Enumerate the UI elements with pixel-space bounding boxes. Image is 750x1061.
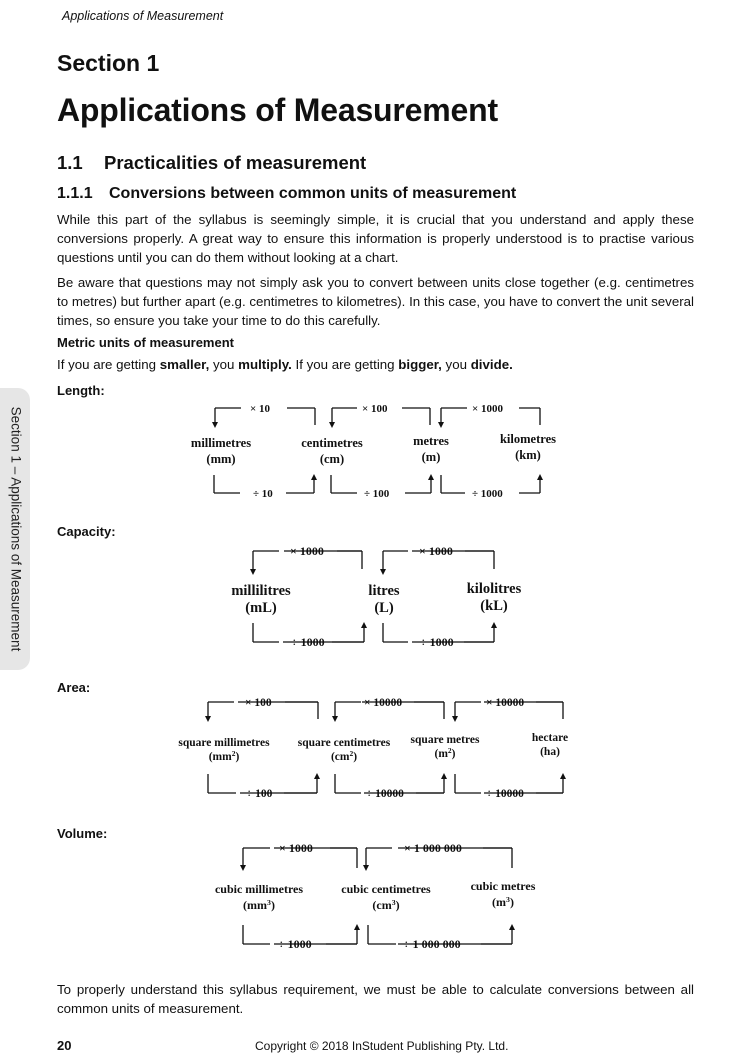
multiply-label: × 1 000 000	[404, 841, 462, 855]
arrow-head-down	[212, 422, 218, 428]
multiply-label: × 100	[245, 697, 272, 709]
multiply-label: × 1000	[279, 841, 313, 855]
rule-text: If you are getting	[291, 357, 399, 372]
divide-label: ÷ 1000	[420, 635, 454, 649]
unit-name: cubic millimetres	[214, 882, 304, 896]
subsubsection-number: 1.1.1	[57, 185, 93, 202]
volume-label: Volume:	[57, 826, 108, 841]
unit-name: cubic centimetres	[341, 882, 431, 896]
unit-name: millimetres	[190, 436, 252, 450]
subsection-title: Practicalities of measurement	[104, 152, 367, 173]
capacity-label: Capacity:	[57, 524, 116, 539]
unit-name: square millimetres	[178, 737, 270, 749]
unit-abbreviation: (m)	[421, 450, 441, 464]
paragraph-2: Be aware that questions may not simply ask you to convert between units close together (e.g. centimetres to metres) but further apart (e.g. centimetres to kilometres). In this case, you have to convert the unit several times, so ensure you take your time to do this carefully.	[57, 275, 694, 328]
divide-label: ÷ 1000	[278, 937, 312, 951]
divide-label: ÷ 10000	[486, 788, 524, 800]
divide-label: ÷ 100	[246, 788, 273, 800]
unit-name: square metres	[410, 734, 480, 746]
unit-abbreviation: $(cm^3)$	[372, 897, 400, 912]
divide-label: ÷ 1000	[291, 635, 325, 649]
multiply-label: × 1000	[419, 544, 453, 558]
unit-abbreviation: $(m^3)$	[492, 894, 514, 909]
running-header: Applications of Measurement	[62, 9, 224, 23]
arrow-head-up	[509, 924, 515, 930]
closing-paragraph: To properly understand this syllabus requirement, we must be able to calculate conversions between all common units of measurement.	[57, 982, 694, 1016]
area-label: Area:	[57, 680, 91, 695]
arrow-head-down	[205, 716, 211, 722]
section-title: Applications of Measurement	[57, 92, 498, 128]
arrow-head-up	[361, 622, 367, 628]
arrow-head-up	[428, 474, 434, 480]
arrow-head-down	[363, 865, 369, 871]
unit-name: cubic metres	[470, 879, 536, 893]
arrow-head-down	[329, 422, 335, 428]
unit-abbreviation: $(mm^2)$	[208, 748, 240, 763]
paragraph-1: While this part of the syllabus is seemingly simple, it is crucial that you understand and apply these conversions properly. A great way to ensure this information is properly understood is to practise various questions until you can do them without looking at a chart.	[57, 212, 694, 265]
unit-abbreviation: (mL)	[245, 600, 277, 616]
arrow-head-down	[438, 422, 444, 428]
subsubsection-title: Conversions between common units of measurement	[109, 185, 517, 202]
divide-label: ÷ 10000	[366, 788, 404, 800]
unit-abbreviation: (kL)	[480, 598, 508, 614]
arrow-head-down	[332, 716, 338, 722]
arrow-head-up	[560, 773, 566, 779]
arrow-head-down	[250, 569, 256, 575]
unit-abbreviation: (mm)	[206, 452, 236, 466]
arrow-head-up	[311, 474, 317, 480]
unit-abbreviation: $(mm^3)$	[243, 897, 275, 912]
unit-abbreviation: (cm)	[319, 452, 345, 466]
divide-label: ÷ 10	[253, 488, 273, 500]
divide-label: ÷ 100	[364, 488, 390, 500]
rule-text: you	[209, 357, 239, 372]
rule-bigger: bigger,	[398, 357, 442, 372]
arrow-head-up	[314, 773, 320, 779]
unit-abbreviation: (km)	[515, 448, 541, 462]
arrow-head-down	[240, 865, 246, 871]
unit-abbreviation: (L)	[374, 600, 394, 616]
arrow-head-up	[354, 924, 360, 930]
divide-label: ÷ 1000	[472, 488, 503, 500]
arrow-head-up	[441, 773, 447, 779]
length-label: Length:	[57, 383, 105, 398]
copyright: Copyright © 2018 InStudent Publishing Pty. Ltd.	[255, 1039, 509, 1053]
arrow-head-up	[491, 622, 497, 628]
side-tab	[0, 388, 30, 670]
metric-units-heading: Metric units of measurement	[57, 335, 234, 350]
divide-label: ÷ 1 000 000	[403, 937, 461, 951]
page-number: 20	[57, 1038, 72, 1053]
unit-name: metres	[413, 434, 449, 448]
multiply-label: × 10000	[364, 697, 403, 709]
rule-divide: divide.	[470, 357, 513, 372]
rule-text: If you are getting	[57, 357, 160, 372]
unit-name: centimetres	[301, 436, 363, 450]
subsection-number: 1.1	[57, 152, 83, 173]
rule-multiply: multiply.	[238, 357, 292, 372]
arrow-head-down	[452, 716, 458, 722]
arrow-head-down	[380, 569, 386, 575]
multiply-label: × 1000	[472, 403, 504, 415]
unit-abbreviation: $(cm^2)$	[330, 748, 358, 763]
multiply-label: × 10	[250, 403, 271, 415]
rule-smaller: smaller,	[159, 357, 210, 372]
multiply-label: × 10000	[486, 697, 525, 709]
unit-name: hectare	[531, 732, 569, 744]
side-tab-label: Section 1 – Applications of Measurement	[8, 406, 24, 652]
multiply-label: × 100	[362, 403, 388, 415]
unit-name: square centimetres	[297, 737, 391, 749]
rule-text: you	[441, 357, 471, 372]
unit-name: litres	[368, 583, 400, 599]
arrow-head-up	[537, 474, 543, 480]
unit-abbreviation: (ha)	[540, 746, 560, 758]
multiply-label: × 1000	[290, 544, 324, 558]
unit-abbreviation: $(m^2)$	[434, 745, 456, 760]
unit-name: kilometres	[499, 432, 557, 446]
unit-name: millilitres	[231, 583, 291, 599]
unit-name: kilolitres	[466, 581, 522, 597]
section-label: Section 1	[57, 50, 160, 76]
